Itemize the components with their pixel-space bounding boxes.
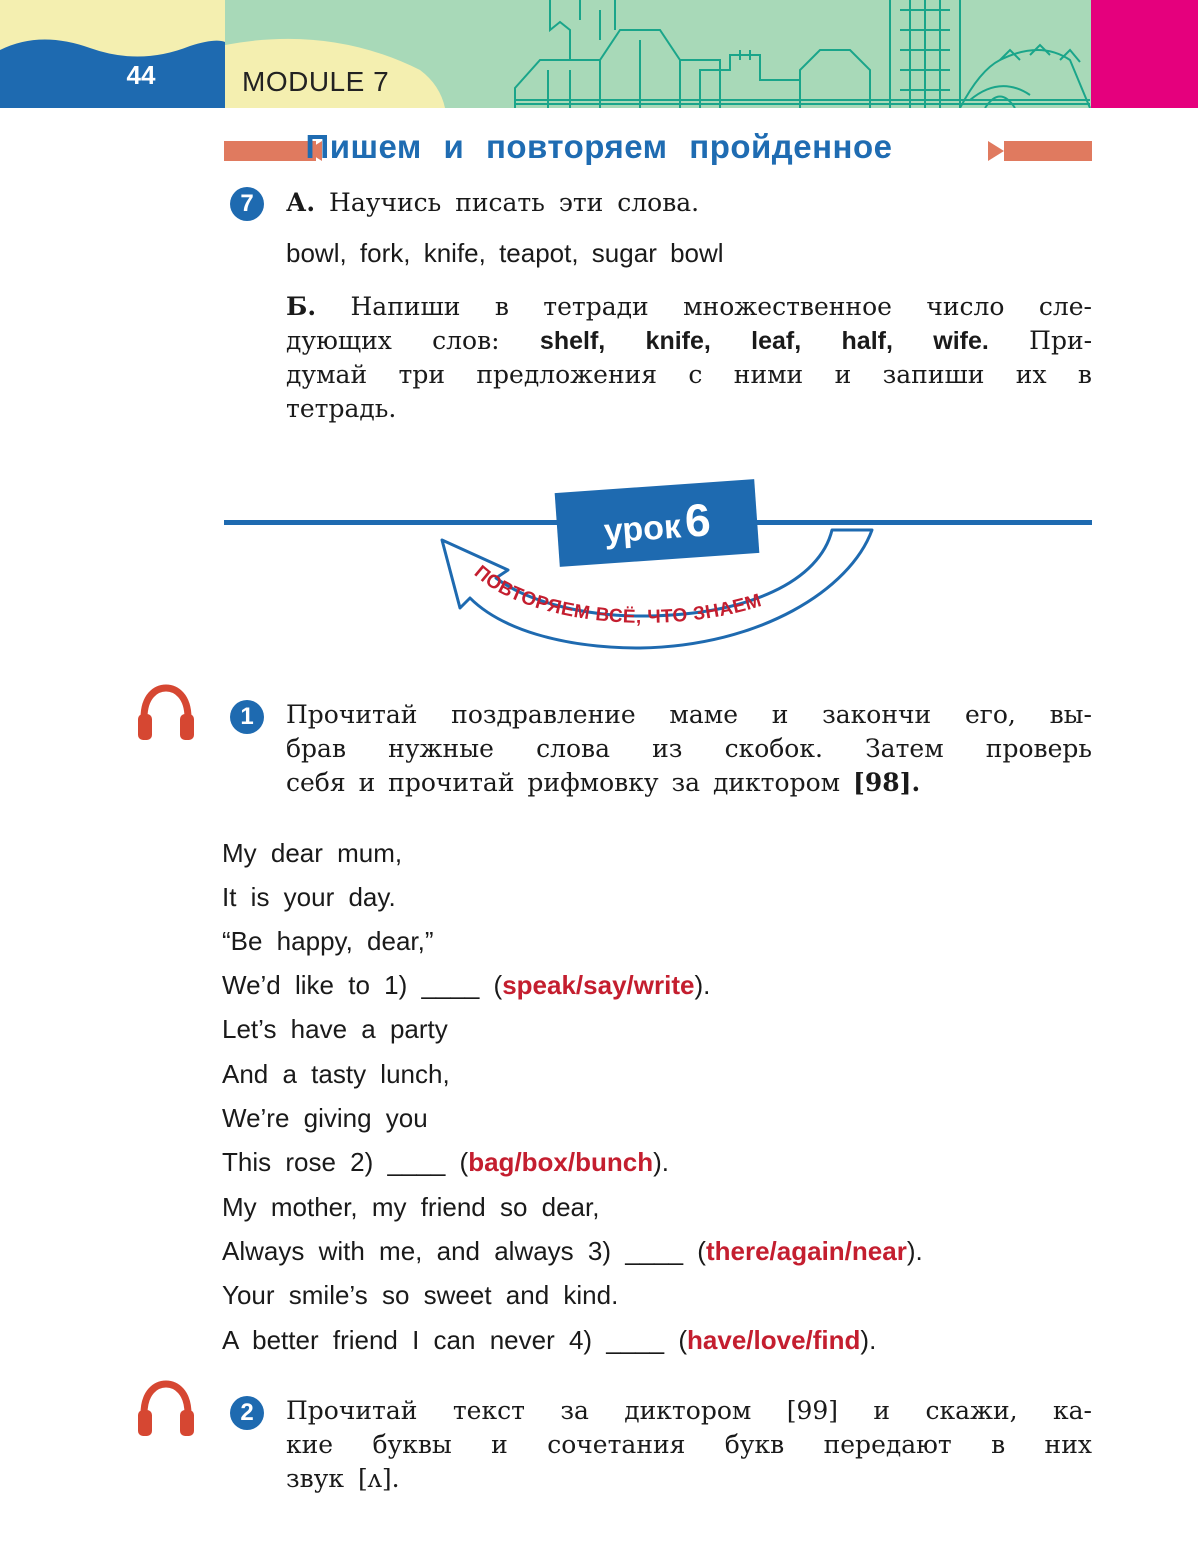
- part-b-label: Б.: [286, 292, 317, 321]
- exercise2-line3: звук [ʌ].: [286, 1464, 400, 1493]
- lesson-number: 6: [683, 493, 713, 547]
- part-a-label: А.: [286, 188, 316, 217]
- keyword: knife: [645, 327, 704, 355]
- exercise1-line2: брав нужные слова из скобок. Затем проверь: [286, 734, 1092, 763]
- keyword: leaf: [751, 327, 795, 355]
- poem-line: Your smile’s so sweet and kind.: [222, 1280, 619, 1310]
- poem-line: My mother, my friend so dear,: [222, 1192, 600, 1222]
- poem-line: My dear mum,: [222, 838, 403, 868]
- poem-line: A better friend I can never 4) ____ (have/love/find).: [222, 1325, 877, 1355]
- keyword: shelf: [539, 327, 599, 355]
- headphones-icon: [136, 1380, 196, 1438]
- lesson-title: урок: [602, 507, 683, 551]
- poem-line: Let’s have a party: [222, 1014, 448, 1044]
- keyword: wife: [933, 327, 982, 355]
- exercise2-line2: кие буквы и сочетания букв передают в них: [286, 1430, 1092, 1459]
- banner-stripe-right: [1004, 141, 1092, 161]
- word-list: bowl, fork, knife, teapot, sugar bowl: [286, 238, 724, 268]
- answer-options: speak/say/write: [502, 970, 695, 1000]
- exercise7-part-b-line4: тетрадь.: [286, 394, 397, 423]
- exercise7-part-b-line1: Б. Напиши в тетради множественное число сле-: [286, 292, 1092, 321]
- keyword: half: [841, 327, 886, 355]
- poem-line: We’re giving you: [222, 1103, 428, 1133]
- exercise1-line1: Прочитай поздравление маме и закончи его, вы-: [286, 700, 1092, 729]
- answer-options: bag/box/bunch: [468, 1147, 654, 1177]
- exercise-number-badge: 2: [230, 1396, 264, 1430]
- exercise7-part-a: [286, 188, 699, 217]
- poem-line: Always with me, and always 3) ____ (there/again/near).: [222, 1236, 923, 1266]
- answer-options: there/again/near: [705, 1236, 907, 1266]
- poem-line: And a tasty lunch,: [222, 1059, 450, 1089]
- module-label: MODULE 7: [242, 66, 390, 97]
- exercise-number-badge: 7: [230, 187, 264, 221]
- audio-track-ref: [98].: [853, 768, 921, 797]
- exercise7-part-b-line3: думай три предложения с ними и запиши их в: [286, 360, 1092, 389]
- section-banner-title: Пишем и повторяем пройденное: [305, 128, 893, 165]
- headphones-icon: [136, 684, 196, 742]
- poem-line: We’d like to 1) ____ (speak/say/write).: [222, 970, 711, 1000]
- poem-line: It is your day.: [222, 882, 396, 912]
- exercise1-line3: себя и прочитай рифмовку за диктором [98].: [286, 768, 921, 797]
- poem-line: This rose 2) ____ (bag/box/bunch).: [222, 1147, 669, 1177]
- page-header: [0, 0, 1198, 108]
- exercise2-line1: Прочитай текст за диктором [99] и скажи, ка-: [286, 1396, 1092, 1425]
- poem-line: “Be happy, dear,”: [222, 926, 434, 956]
- lesson-title-box: [555, 479, 760, 567]
- exercise7-part-b-line2: дующих слов: shelf, knife, leaf, half, wife. При-: [286, 326, 1093, 355]
- part-a-instruction: Научись писать эти слова.: [329, 188, 700, 217]
- answer-options: have/love/find: [687, 1325, 861, 1355]
- lesson-subtitle: ПОВТОРЯЕМ ВСЁ, ЧТО ЗНАЕМ: [470, 561, 765, 628]
- page-number: 44: [126, 60, 156, 90]
- exercise-number-badge: 1: [230, 700, 264, 734]
